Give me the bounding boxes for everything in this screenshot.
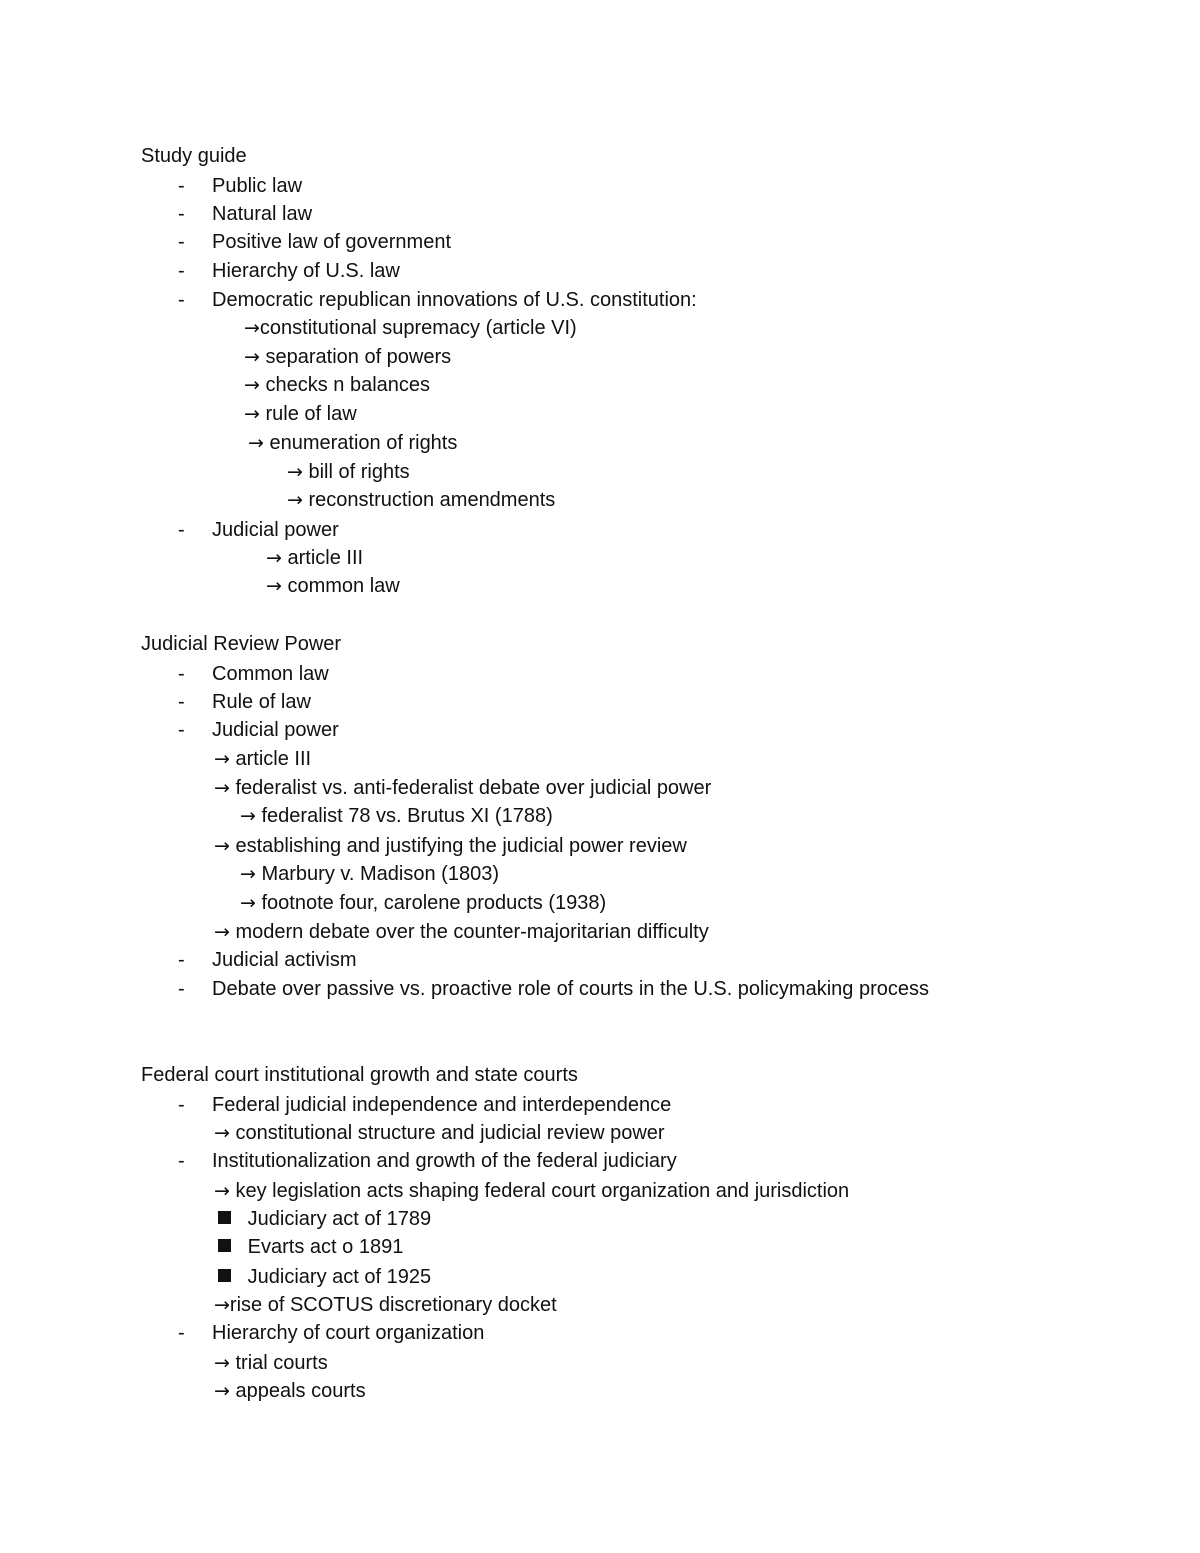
- sub-item: → appeals courts: [214, 1380, 366, 1402]
- arrow-right-icon: →: [214, 921, 230, 943]
- square-bullet-icon: [218, 1211, 231, 1224]
- square-bullet-icon: [218, 1239, 231, 1252]
- sub-item: → trial courts: [214, 1352, 328, 1374]
- dash-bullet: -: [178, 260, 185, 282]
- sub-item: → checks n balances: [244, 374, 431, 396]
- arrow-right-icon: →: [248, 432, 264, 454]
- dash-bullet: -: [178, 978, 185, 1000]
- section-heading: Judicial Review Power: [141, 633, 342, 655]
- dash-bullet: -: [178, 289, 185, 311]
- arrow-right-icon: →: [240, 805, 256, 827]
- square-bullet-item: Evarts act o 1891: [218, 1233, 403, 1261]
- dash-bullet: -: [178, 1150, 185, 1172]
- sub-item: → key legislation acts shaping federal court organization and jurisdiction: [214, 1180, 850, 1202]
- sub-item: →constitutional supremacy (article VI): [244, 317, 577, 339]
- sub-item: → article III: [266, 547, 364, 569]
- document-page: Study guide - Public law - Natural law - Positive law of government - Hierarchy of U.S. law - Democratic republican innovations of U.S. constitution: →constitutional supremacy (article VI) → separation of powers → checks n balances → rule of law → enumeration of rights → bill of rights → reconstruction amendments - Judicial power → article III → common law Judicial Review Power - Common law - Rule of law - Judicial power → article III → federalist vs. anti-federalist debate over judicial power → federalist 78 vs. Brutus XI (1788) → establishing and justifying the judicial power review → Marbury v. Madison (1803) → footnote four, carolene products (1938) → modern debate over the counter-majoritarian difficulty - Judicial activism - Debate over passive vs. proactive role of courts in the U.S. policymaking process Federal court institutional growth and state courts - Federal judicial independence and interdependence → constitutional structure and judicial review power - Institutionalization and growth of the federal judiciary → key legislation acts shaping federal court organization and jurisdiction Judiciary act of 1789 Evarts act o 1891 Judiciary act of 1925 →rise of SCOTUS discretionary docket - Hierarchy of court organization → trial courts → appeals courts: [0, 0, 1200, 1553]
- arrow-right-icon: →: [240, 863, 256, 885]
- sub-sub-item: → bill of rights: [287, 461, 410, 483]
- dash-bullet: -: [178, 691, 185, 713]
- dash-bullet: -: [178, 719, 185, 741]
- dash-bullet: -: [178, 175, 185, 197]
- section-heading: Federal court institutional growth and state courts: [141, 1064, 578, 1086]
- sub-sub-item: → federalist 78 vs. Brutus XI (1788): [240, 805, 553, 827]
- dash-bullet: -: [178, 203, 185, 225]
- sub-item: → federalist vs. anti-federalist debate over judicial power: [214, 777, 712, 799]
- arrow-right-icon: →: [244, 374, 260, 396]
- arrow-right-icon: →: [214, 1352, 230, 1374]
- dash-bullet: -: [178, 231, 185, 253]
- arrow-right-icon: →: [266, 547, 282, 569]
- sub-sub-item: → reconstruction amendments: [287, 489, 556, 511]
- sub-item: → separation of powers: [244, 346, 452, 368]
- section-heading: Study guide: [141, 145, 247, 167]
- sub-item: → enumeration of rights: [248, 432, 458, 454]
- arrow-right-icon: →: [240, 892, 256, 914]
- arrow-right-icon: →: [214, 1380, 230, 1402]
- dash-bullet: -: [178, 949, 185, 971]
- sub-item: → establishing and justifying the judicial power review: [214, 835, 687, 857]
- arrow-right-icon: →: [244, 346, 260, 368]
- arrow-right-icon: →: [244, 403, 260, 425]
- square-bullet-icon: [218, 1269, 231, 1282]
- dash-bullet: -: [178, 1094, 185, 1116]
- sub-item: → common law: [266, 575, 400, 597]
- arrow-right-icon: →: [214, 1294, 230, 1316]
- sub-item: → constitutional structure and judicial review power: [214, 1122, 665, 1144]
- arrow-right-icon: →: [214, 835, 230, 857]
- arrow-right-icon: →: [266, 575, 282, 597]
- arrow-right-icon: →: [214, 1122, 230, 1144]
- arrow-right-icon: →: [214, 777, 230, 799]
- sub-item: → modern debate over the counter-majoritarian difficulty: [214, 921, 709, 943]
- arrow-right-icon: →: [244, 317, 260, 339]
- arrow-right-icon: →: [287, 461, 303, 483]
- dash-bullet: -: [178, 519, 185, 541]
- dash-bullet: -: [178, 1322, 185, 1344]
- sub-item: → article III: [214, 748, 312, 770]
- sub-item: → rule of law: [244, 403, 357, 425]
- arrow-right-icon: →: [214, 1180, 230, 1202]
- dash-bullet: -: [178, 663, 185, 685]
- square-bullet-item: Judiciary act of 1789: [218, 1205, 431, 1233]
- sub-item: →rise of SCOTUS discretionary docket: [214, 1294, 557, 1316]
- sub-sub-item: → footnote four, carolene products (1938): [240, 892, 607, 914]
- square-bullet-item: Judiciary act of 1925: [218, 1263, 431, 1291]
- arrow-right-icon: →: [287, 489, 303, 511]
- arrow-right-icon: →: [214, 748, 230, 770]
- sub-sub-item: → Marbury v. Madison (1803): [240, 863, 499, 885]
